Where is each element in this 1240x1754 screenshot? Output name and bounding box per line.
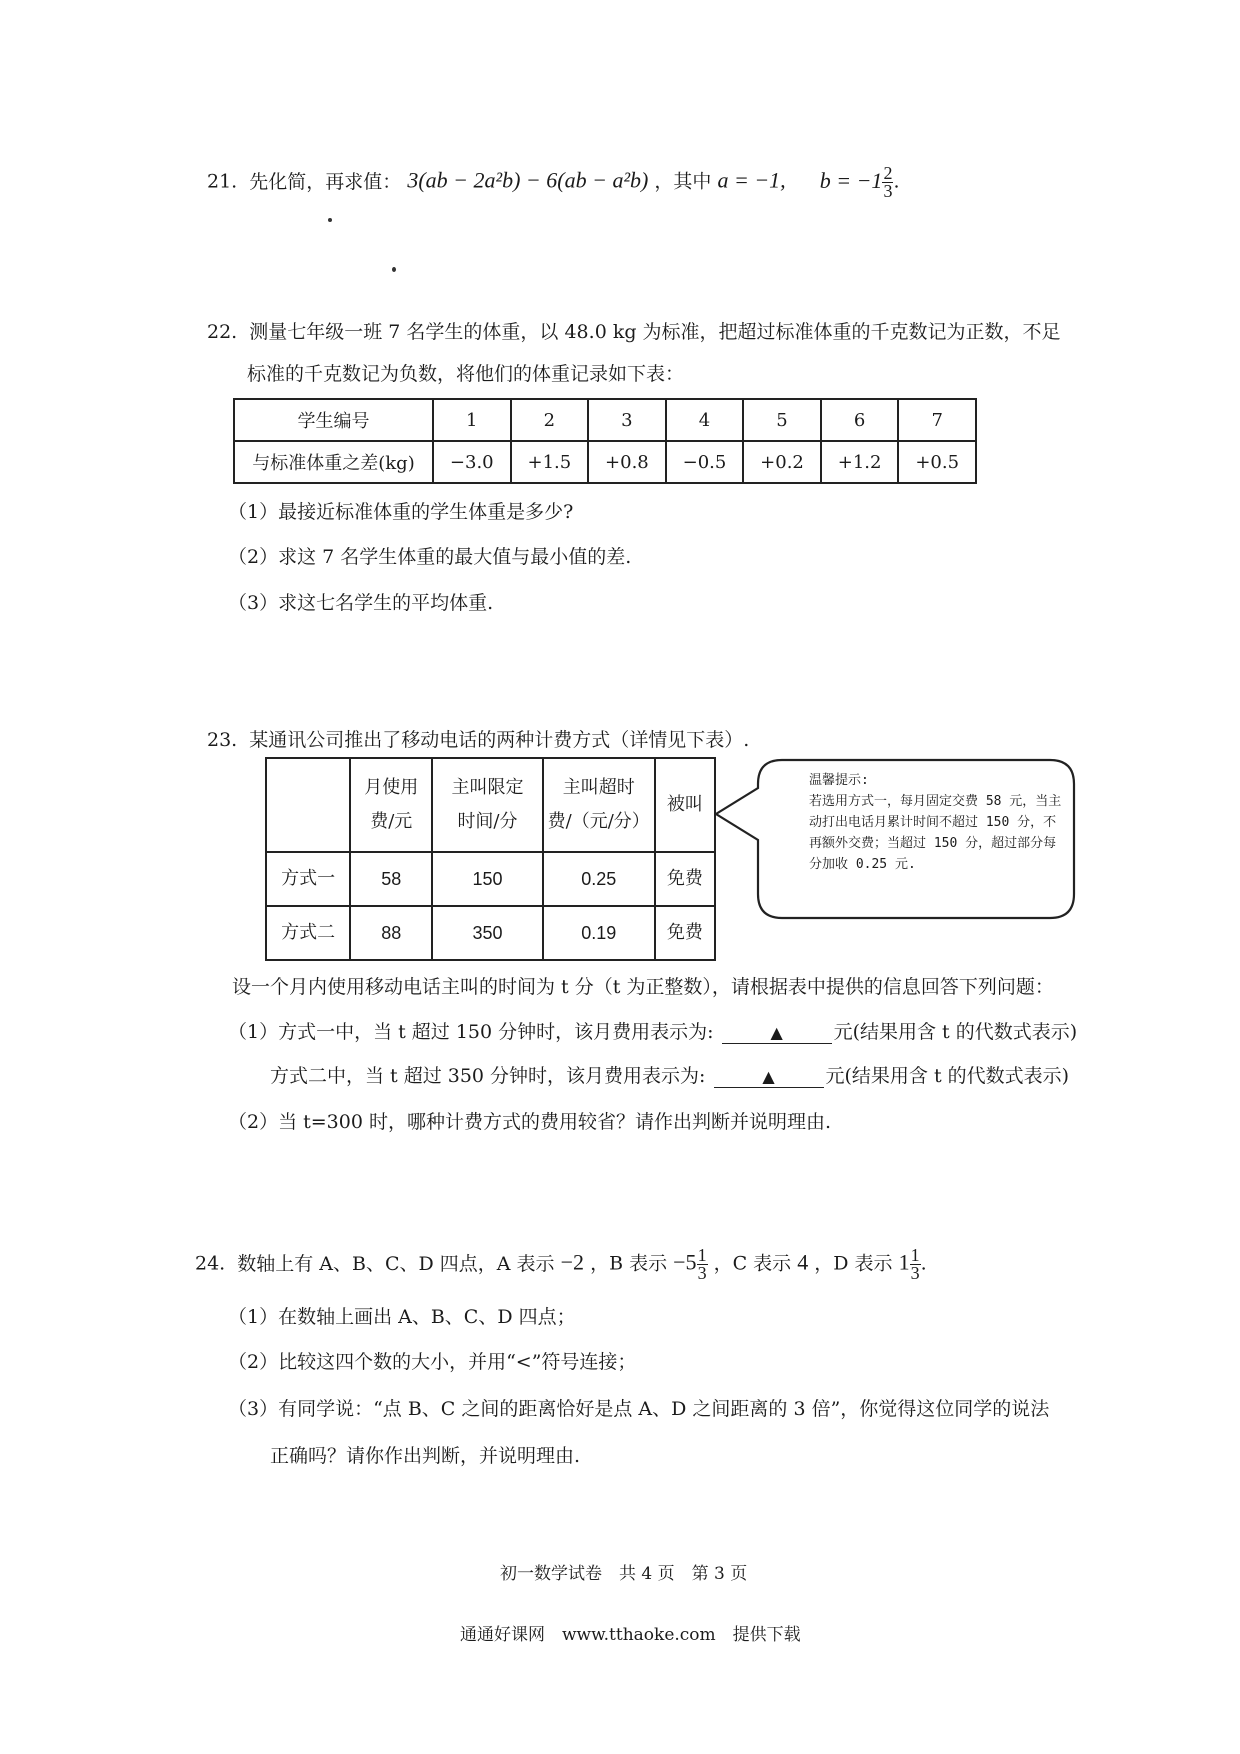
math-expression: 3(ab − 2a²b) − 6(ab − a²b) (407, 167, 649, 193)
scan-speck (328, 218, 332, 222)
math-a-value: a = −1, (717, 167, 786, 193)
page-footer: 初一数学试卷 共 4 页 第 3 页 (500, 1564, 748, 1584)
question-number: 21. (207, 170, 238, 193)
plan-name-cell: 方式二 (266, 906, 350, 960)
triangle-marker-icon: ▲ (762, 1067, 775, 1086)
table-header-cell (432, 758, 542, 852)
table-cell: 5 (743, 399, 821, 441)
table-corner-cell (266, 758, 350, 852)
fraction-numerator: 1 (910, 1245, 920, 1265)
question-text: ，B 表示 (590, 1252, 668, 1275)
tip-text (809, 770, 1067, 875)
question-text: 先化简，再求值： (249, 170, 402, 193)
fraction (697, 1247, 708, 1282)
table-header-cell: 被叫 (655, 758, 715, 852)
period: . (893, 170, 900, 193)
sub-question: （1）最接近标准体重的学生体重是多少? (228, 501, 574, 523)
question-number: 22. (207, 321, 238, 343)
fraction-numerator: 2 (883, 163, 893, 183)
table-cell: +0.8 (588, 441, 666, 483)
table-cell: 免费 (655, 906, 715, 960)
table-header-cell: 学生编号 (234, 399, 433, 441)
fraction-denominator: 3 (697, 1263, 707, 1283)
sub-question-text: 方式二中，当 t 超过 350 分钟时，该月费用表示为: (270, 1065, 706, 1087)
value-a: −2 (560, 1249, 585, 1275)
value-b: −5 (673, 1249, 697, 1275)
fraction-denominator: 3 (910, 1263, 920, 1283)
scan-speck (392, 267, 396, 272)
table-cell: 58 (350, 852, 432, 906)
sub-question (228, 1020, 1077, 1044)
value-d: 1 (898, 1249, 910, 1275)
plan-name-cell: 方式一 (266, 852, 350, 906)
question-text: 数轴上有 A、B、C、D 四点，A 表示 (237, 1252, 555, 1275)
question-number: 23. (207, 729, 238, 751)
table-cell: +1.5 (511, 441, 589, 483)
sub-question-continued: 正确吗？请你作出判断，并说明理由. (270, 1445, 581, 1467)
question-22-line1 (207, 320, 1061, 344)
table-cell: 88 (350, 906, 432, 960)
fraction (910, 1247, 921, 1282)
plan-table (265, 757, 716, 961)
table-cell: +1.2 (821, 441, 899, 483)
header-line: 时间/分 (457, 811, 518, 832)
blank-suffix: 元(结果用含 t 的代数式表示) (833, 1021, 1078, 1043)
table-cell: 150 (432, 852, 542, 906)
math-b-value: b = −1 (819, 167, 883, 193)
sub-question: （3）有同学说：“点 B、C 之间的距离恰好是点 A、D 之间距离的 3 倍”，你觉得这位同学的说法 (228, 1398, 1050, 1420)
sub-question: （1）在数轴上画出 A、B、C、D 四点； (228, 1306, 576, 1328)
sub-question: （3）求这七名学生的平均体重. (228, 592, 494, 614)
header-line: 费/（元/分） (547, 811, 650, 832)
fraction-denominator: 3 (883, 181, 893, 201)
table-header-cell (543, 758, 655, 852)
sub-question: （2）求这 7 名学生体重的最大值与最小值的差. (228, 546, 632, 568)
period: . (920, 1252, 927, 1275)
table-header-cell: 与标准体重之差(kg) (234, 441, 433, 483)
download-credit: 通通好课网 www.tthaoke.com 提供下载 (460, 1625, 801, 1645)
tip-body: 若选用方式一，每月固定交费 58 元，当主动打出电话月累计时间不超过 150 分，不再额外交费；当超过 150 分，超过部分每分加收 0.25 元. (809, 794, 1062, 872)
table-cell: −0.5 (666, 441, 744, 483)
table-cell: 6 (821, 399, 899, 441)
blank-suffix: 元(结果用含 t 的代数式表示) (825, 1065, 1070, 1087)
table-cell: 4 (666, 399, 744, 441)
table-cell: 2 (511, 399, 589, 441)
table-cell: 3 (588, 399, 666, 441)
table-cell: 7 (898, 399, 976, 441)
header-line: 主叫限定 (451, 777, 524, 798)
table-cell: −3.0 (433, 441, 511, 483)
header-line: 月使用 (364, 777, 419, 798)
table-cell: +0.5 (898, 441, 976, 483)
table-cell: 350 (432, 906, 542, 960)
question-24 (195, 1247, 927, 1282)
tip-title: 温馨提示: (809, 773, 869, 788)
value-c: 4 (797, 1249, 809, 1275)
question-text: ，C 表示 (713, 1252, 792, 1275)
question-22-line2: 标准的千克数记为负数，将他们的体重记录如下表： (247, 363, 685, 385)
table-cell: 免费 (655, 852, 715, 906)
question-text: 测量七年级一班 7 名学生的体重，以 48.0 kg 为标准，把超过标准体重的千克数记为正数，不足 (249, 321, 1061, 343)
table-header-cell (350, 758, 432, 852)
table-cell: 0.19 (543, 906, 655, 960)
question-21 (207, 165, 899, 200)
header-line: 费/元 (370, 811, 413, 832)
question-text: ，其中 (654, 170, 712, 193)
answer-blank (722, 1022, 832, 1044)
sub-question: （2）比较这四个数的大小，并用“<”符号连接； (228, 1351, 637, 1373)
table-cell: 0.25 (543, 852, 655, 906)
sub-question-text: （1）方式一中，当 t 超过 150 分钟时，该月费用表示为: (228, 1021, 714, 1043)
table-cell: +0.2 (743, 441, 821, 483)
fraction (882, 165, 893, 200)
sub-question (270, 1064, 1069, 1088)
header-line: 主叫超时 (562, 777, 635, 798)
question-23 (207, 728, 749, 752)
question-23-setup: 设一个月内使用移动电话主叫的时间为 t 分（t 为正整数），请根据表中提供的信息回答下列问题： (232, 976, 1054, 998)
fraction-numerator: 1 (697, 1245, 707, 1265)
question-text: ，D 表示 (814, 1252, 893, 1275)
question-text: 某通讯公司推出了移动电话的两种计费方式（详情见下表）. (249, 729, 750, 751)
table-cell: 1 (433, 399, 511, 441)
question-number: 24. (195, 1252, 226, 1275)
answer-blank (714, 1066, 824, 1088)
triangle-marker-icon: ▲ (770, 1023, 783, 1042)
sub-question: （2）当 t=300 时，哪种计费方式的费用较省？请作出判断并说明理由. (228, 1111, 832, 1133)
weight-table (233, 398, 977, 484)
